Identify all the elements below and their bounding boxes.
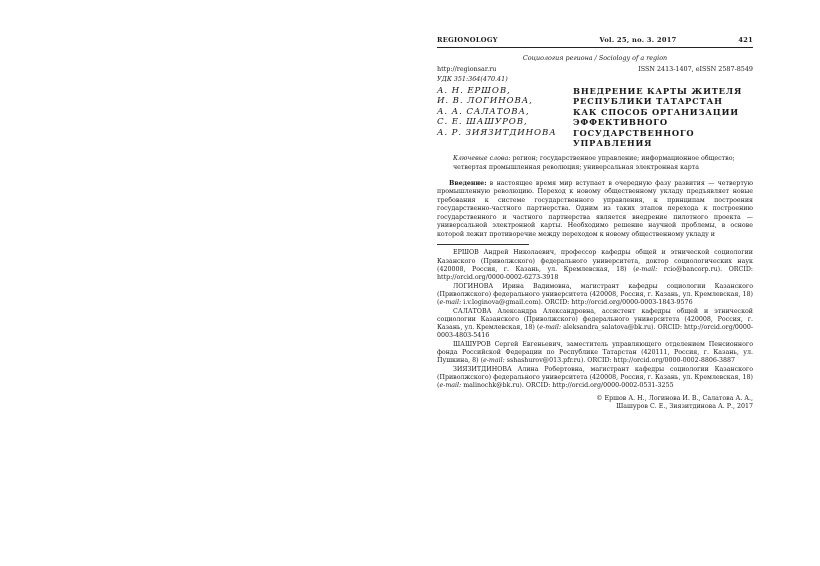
issn: ISSN 2413-1407, eISSN 2587-8549 (638, 65, 753, 73)
title-line: ЭФФЕКТИВНОГО (573, 117, 668, 128)
copyright-line: © Ершов А. Н., Логинова И. В., Салатова А. А., (596, 394, 753, 402)
author-note (437, 308, 753, 341)
volume-info: Vol. 25, no. 3. 2017 (599, 36, 677, 44)
title-line: ГОСУДАРСТВЕННОГО (573, 127, 695, 138)
note-text: ЕРШОВ Андрей Николаевич, профессор кафедры общей и этнической социологии Казанского (Приволжского) федерального университета, доктор социологических наук (420008, Россия, г. Казань, ул. Кремлевская, 18) ( (437, 249, 753, 274)
author-name: С. Е. ШАШУРОВ, (437, 117, 528, 128)
note-contact: i.v.loginova@gmail.com). ORCID: http://orcid.org/0000-0003-1843-9576 (461, 299, 693, 307)
intro-text: в настоящее время мир вступает в очередную фазу развития — четвертую промышленную революцию. Переход к новому общественному укладу предъявляет новые требования к системе государственного управления, к принципам построения государственно-частного партнерства. Одним из таких этапов перехода к построению государственного и частного партнерства является внедрение пилотного проекта — универсальной электронной карты. Необходимо решение научной проблемы, в основе которой лежит противоречие между переходом к новому общественному укладу и (437, 179, 753, 238)
note-text: ЛОГИНОВА Ирина Вадимовна, магистрант кафедры социологии Казанского (Приволжского) федерального университета (420008, Россия, г. Казань, ул. Кремлевская, 18) ( (437, 282, 753, 307)
title-line: КАК СПОСОБ ОРГАНИЗАЦИИ (573, 106, 739, 117)
author-note (437, 249, 753, 282)
publication-info (437, 65, 753, 74)
email-label: e-mail: (439, 299, 462, 307)
email-label: e-mail: (539, 324, 562, 332)
article-title (573, 86, 753, 148)
title-line: УПРАВЛЕНИЯ (573, 138, 653, 149)
author-note (437, 283, 753, 308)
keywords-text: регион; государственное управление; информационное общество; четвертая промышленная революция; универсальная электронная карта (453, 155, 735, 172)
page-number: 421 (738, 36, 753, 44)
journal-name: REGIONOLOGY (437, 36, 498, 44)
author-name: И. В. ЛОГИНОВА, (437, 96, 533, 107)
footnote-divider (437, 244, 529, 245)
keywords-label: Ключевые слова: (453, 155, 511, 163)
author-list (437, 86, 573, 148)
title-line: РЕСПУБЛИКИ ТАТАРСТАН (573, 96, 723, 107)
note-text: САЛАТОВА Александра Александровна, ассистент кафедры общей и этнической социологии Казанского (Приволжского) федерального университета (420008, Россия, г. Казань, ул. Кремлевская, 18) ( (437, 307, 753, 332)
note-contact: malinochk@bk.ru). ORCID: http://orcid.org/0000-0002-0531-3255 (461, 382, 674, 390)
author-note (437, 366, 753, 391)
note-text: ЗИЯЗИТДИНОВА Алина Робертовна, магистрант кафедры социологии Казанского (Приволжского) федерального университета (420008, Россия, г. Казань, ул. Кремлевская, 18) ( (437, 365, 753, 390)
author-name: А. Н. ЕРШОВ, (437, 86, 511, 96)
keywords (453, 155, 753, 172)
journal-subtitle: Социология региона / Sociology of a region (522, 54, 668, 62)
author-notes (437, 249, 753, 390)
email-label: e-mail: (635, 266, 658, 274)
running-header (437, 36, 753, 48)
email-label: e-mail: (439, 382, 462, 390)
intro-label: Введение: (449, 179, 487, 187)
note-contact: aleksandra_salatova@bk.ru). ORCID: http://orcid.org/0000-0003-4803-5416 (437, 324, 753, 340)
note-contact: rcio@bancorp.ru). ORCID: http://orcid.org/0000-0002-6273-3918 (437, 266, 753, 282)
note-contact: sshashurov@013.pfr.ru). ORCID: http://orcid.org/0000-0002-8806-3887 (504, 357, 735, 365)
author-name: А. Р. ЗИЯЗИТДИНОВА (437, 127, 557, 138)
udk-code: УДК 351:364(470.41) (437, 75, 508, 83)
copyright-notice (437, 395, 753, 412)
site-url[interactable]: http://regionsar.ru (437, 65, 497, 73)
copyright-line: Шашуров С. Е., Зиязитдинова А. Р., 2017 (616, 402, 753, 410)
author-note (437, 341, 753, 366)
note-text: ШАШУРОВ Сергей Евгеньевич, заместитель управляющего отделением Пенсионного фонда Российской Федерации по Республике Татарстан (420111, Россия, г. Казань, ул. Пушкина, 8) ( (437, 340, 753, 365)
journal-page (437, 36, 753, 411)
introduction-paragraph (437, 180, 753, 240)
title-line: ВНЕДРЕНИЕ КАРТЫ ЖИТЕЛЯ (573, 86, 743, 96)
title-block (437, 86, 753, 148)
email-label: e-mail: (483, 357, 505, 365)
author-name: А. А. САЛАТОВА, (437, 106, 530, 117)
